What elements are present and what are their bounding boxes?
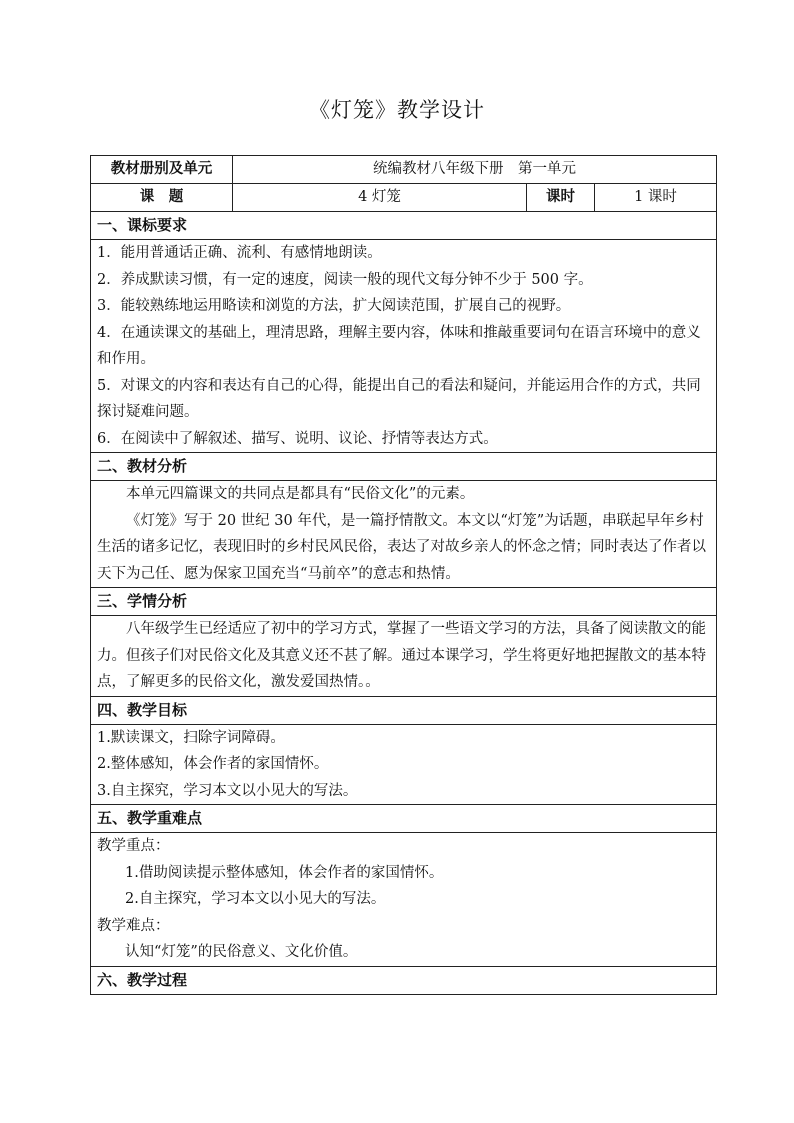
textbook-value: 统编教材八年级下册 第一单元 bbox=[233, 156, 717, 184]
section-body bbox=[91, 240, 717, 453]
requirement-line: 6．在阅读中了解叙述、描写、说明、议论、抒情等表达方式。 bbox=[97, 430, 498, 447]
section-body bbox=[91, 724, 717, 805]
requirement-line: 1．能用普通话正确、流利、有感情地朗读。 bbox=[97, 245, 382, 261]
requirement-line: 2．养成默读习惯，有一定的速度，阅读一般的现代文每分钟不少于 500 字。 bbox=[97, 271, 593, 288]
key-point-line: 1.借助阅读提示整体感知，体会作者的家国情怀。 bbox=[125, 864, 444, 881]
section-heading: 四、教学目标 bbox=[91, 696, 717, 724]
topic-value: 4 灯笼 bbox=[233, 184, 527, 212]
requirement-line: 5．对课文的内容和表达有自己的心得，能提出自己的看法和疑问，并能运用合作的方式，共同探讨疑难问题。 bbox=[97, 377, 701, 420]
section-heading-row bbox=[91, 588, 717, 616]
section-heading: 六、教学过程 bbox=[91, 966, 717, 994]
textbook-row bbox=[91, 156, 717, 184]
topic-label: 课 题 bbox=[91, 184, 233, 212]
section-heading-row bbox=[91, 212, 717, 240]
period-value: 1 课时 bbox=[595, 184, 717, 212]
period-label: 课时 bbox=[527, 184, 595, 212]
objective-line: 2.整体感知，体会作者的家国情怀。 bbox=[97, 756, 329, 772]
paragraph: 《灯笼》写于 20 世纪 30 年代，是一篇抒情散文。本文以“灯笼”为话题，串联起早年乡村生活的诸多记忆，表现旧时的乡村民风民俗，表达了对故乡亲人的怀念之情；同时表达了作者以天下为己任、愿为保家卫国充当“马前卒”的意志和热情。 bbox=[97, 512, 706, 582]
section-heading-row bbox=[91, 453, 717, 481]
section-heading: 一、课标要求 bbox=[91, 212, 717, 240]
lesson-plan-table bbox=[90, 155, 717, 995]
section-body bbox=[91, 616, 717, 697]
section-body-row bbox=[91, 481, 717, 588]
requirement-line: 3．能较熟练地运用略读和浏览的方法，扩大阅读范围，扩展自己的视野。 bbox=[97, 298, 571, 314]
section-body-row bbox=[91, 724, 717, 805]
section-body bbox=[91, 481, 717, 588]
section-heading-row bbox=[91, 966, 717, 994]
section-heading: 三、学情分析 bbox=[91, 588, 717, 616]
section-heading-row bbox=[91, 805, 717, 833]
difficult-points-label: 教学难点： bbox=[97, 917, 170, 934]
section-heading: 五、教学重难点 bbox=[91, 805, 717, 833]
section-heading-row bbox=[91, 696, 717, 724]
section-body-row bbox=[91, 240, 717, 453]
section-body bbox=[91, 833, 717, 967]
textbook-label: 教材册别及单元 bbox=[91, 156, 233, 184]
paragraph: 本单元四篇课文的共同点是都具有“民俗文化”的元素。 bbox=[126, 486, 475, 502]
requirement-line: 4．在通读课文的基础上，理清思路，理解主要内容，体味和推敲重要词句在语言环境中的意义和作用。 bbox=[97, 324, 701, 367]
topic-row bbox=[91, 184, 717, 212]
objective-line: 1.默读课文，扫除字词障碍。 bbox=[97, 729, 285, 746]
key-points-label: 教学重点： bbox=[97, 838, 170, 854]
paragraph: 八年级学生已经适应了初中的学习方式，掌握了一些语文学习的方法，具备了阅读散文的能力。但孩子们对民俗文化及其意义还不甚了解。通过本课学习，学生将更好地把握散文的基本特点，了解更多的民俗文化，激发爱国热情。。 bbox=[97, 621, 706, 690]
objective-line: 3.自主探究，学习本文以小见大的写法。 bbox=[97, 782, 358, 799]
section-body-row bbox=[91, 833, 717, 967]
section-heading: 二、教材分析 bbox=[91, 453, 717, 481]
key-point-line: 2.自主探究，学习本文以小见大的写法。 bbox=[125, 891, 386, 907]
difficult-point-line: 认知“灯笼”的民俗意义、文化价值。 bbox=[125, 944, 358, 960]
page-title: 《灯笼》教学设计 bbox=[309, 98, 485, 122]
section-body-row bbox=[91, 616, 717, 697]
